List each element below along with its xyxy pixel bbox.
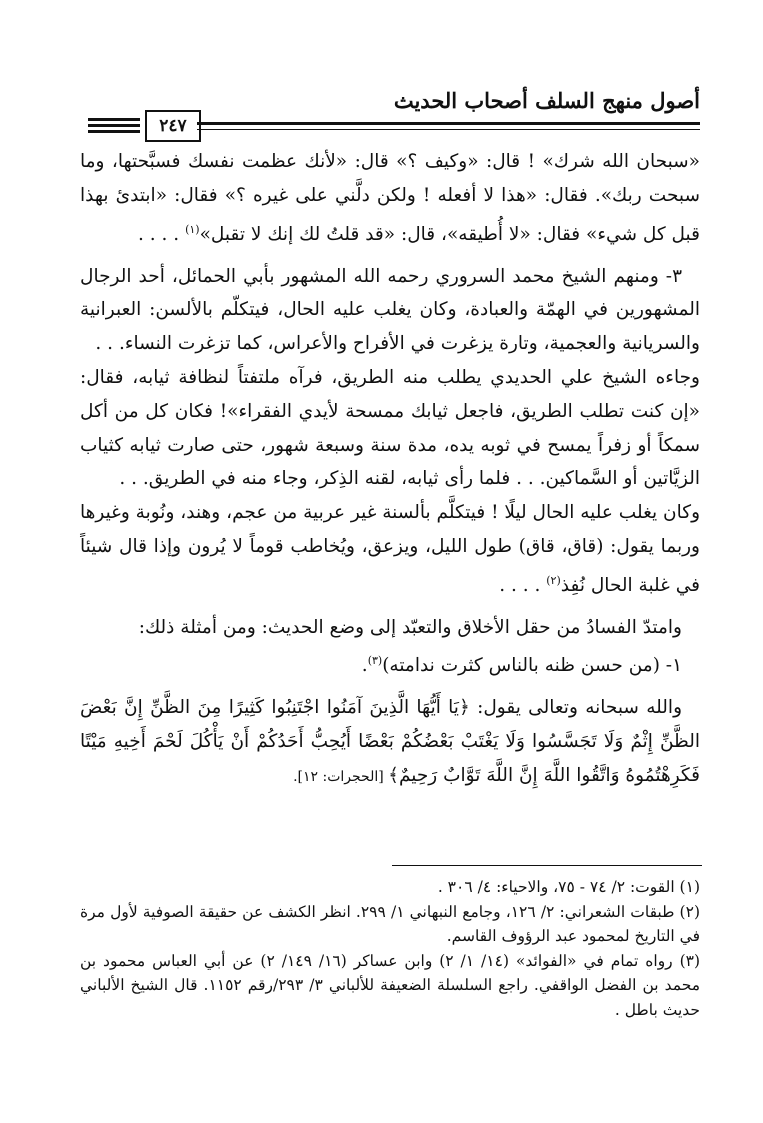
verse-reference: [الحجرات: ١٢]. (293, 769, 389, 786)
main-text (80, 145, 700, 795)
header-rule-right-thick (197, 122, 700, 125)
footnote-ref-2: (٢) (546, 573, 561, 587)
paragraph-2b: وجاءه الشيخ علي الحديدي يطلب منه الطريق، فرآه ملتفتاً لنظافة ثيابه، فقال: «إن كنت تطلب الطريق، فاجعل ثيابك ممسحة لأيدي الفقراء»! فكان كل من أكل سمكاً أو زفراً يمسح في ثوبه يده، مدة سنة وسبعة شهور، حتى صارت ثيابه كثياب الزيَّاتين أو السَّماكين. . . فلما رأى ثيابه، لقنه الذِكر، وجاء منه في الطريق. . . (80, 366, 700, 490)
header-rule-left-3 (88, 130, 140, 133)
page-number-box: ٢٤٧ (145, 110, 201, 142)
paragraph-1: «سبحان الله شرك» ! قال: «وكيف ؟» قال: «لأنك عظمت نفسك فسبَّحتها، وما سبحت ربك». فقال: «هذا لا أفعله ! ولكن دلَّني على غيره ؟» فقال: «ابتدئ بهذا قبل كل شيء» فقال: «لا أُطيقه»، قال: «قد قلتُ لك إنك لا تقبل»$^{(١)}$ . . . . (80, 151, 700, 245)
paragraph-2c: وكان يغلب عليه الحال ليلًا ! فيتكلَّم بألسنة غير عربية من عجم، وهند، ونُوبة وغيرها وربما يقول: (قاق، قاق) طول الليل، ويزعق، ويُخاطب قوماً لا يُرون وإذا قال شيئاً في غلبة الحال نُفِذ$^{(٢)}$ . . . . (80, 502, 700, 596)
footnote-separator (392, 865, 702, 866)
paragraph-4: ١- (من حسن ظنه بالناس كثرت ندامته)$^{(٣)}$. (361, 654, 682, 677)
paragraph-2a: ٣- ومنهم الشيخ محمد السروري رحمه الله المشهور بأبي الحمائل، أحد الرجال المشهورين في الهمّة والعبادة، وكان يغلب عليه الحال، فيتكلّم بالألسن: العبرانية والسريانية والعجمية، وتارة يزغرت في الأفراح والأعراس، كما تزغرت النساء. . . (80, 265, 700, 355)
header-rule-left-2 (88, 124, 140, 127)
paragraph-5: والله سبحانه وتعالى يقول: ﴿يَا أَيُّهَا الَّذِينَ آمَنُوا اجْتَنِبُوا كَثِيرًا مِنَ الظَّنِّ إِنَّ بَعْضَ الظَّنِّ إِثْمٌ وَلَا تَجَسَّسُوا وَلَا يَغْتَبْ بَعْضُكُمْ بَعْضًا أَيُحِبُّ أَحَدُكُمْ أَنْ يَأْكُلَ لَحْمَ أَخِيهِ مَيْتًا فَكَرِهْتُمُوهُ وَاتَّقُوا اللَّهَ إِنَّ اللَّهَ تَوَّابٌ رَحِيمٌ﴾ [الحجرات: ١٢]. (80, 697, 700, 787)
footnote-ref-3: (٣) (367, 654, 383, 668)
header-rule-left-1 (88, 118, 140, 121)
paragraph-3: وامتدّ الفسادُ من حقل الأخلاق والتعبّد إلى وضع الحديث: ومن أمثلة ذلك: (138, 616, 682, 638)
quran-verse: ﴿يَا أَيُّهَا الَّذِينَ آمَنُوا اجْتَنِبُوا كَثِيرًا مِنَ الظَّنِّ إِنَّ بَعْضَ الظَّنِّ إِثْمٌ وَلَا تَجَسَّسُوا وَلَا يَغْتَبْ بَعْضُكُمْ بَعْضًا أَيُحِبُّ أَحَدُكُمْ أَنْ يَأْكُلَ لَحْمَ أَخِيهِ مَيْتًا فَكَرِهْتُمُوهُ وَاتَّقُوا اللَّهَ إِنَّ اللَّهَ تَوَّابٌ رَحِيمٌ﴾ (80, 697, 700, 787)
running-header-title: أصول منهج السلف أصحاب الحديث (393, 88, 700, 113)
header-rule-right-thin (197, 129, 700, 130)
footnote-2: (٢) طبقات الشعراني: ٢/ ١٢٦، وجامع النبهاني ١/ ٢٩٩. انظر الكشف عن حقيقة الصوفية لأول مرة في التاريخ لمحمود عبد الرؤوف القاسم. (80, 902, 700, 945)
footnote-3: (٣) رواه تمام في «الفوائد» (١٤/ ١/ ٢) وابن عساكر (١٦/ ١٤٩/ ٢) عن أبي العباس محمود بن محمد بن الفضل الواقفي. راجع السلسلة الضعيفة للألباني ٣/ ٢٩٣/رقم ١١٥٢. قال الشيخ الألباني حديث باطل . (80, 951, 701, 1019)
footnotes (80, 875, 700, 1022)
footnote-ref-1: (١) (185, 222, 200, 236)
footnote-1: (١) القوت: ٢/ ٧٤ - ٧٥، والاحياء: ٤/ ٣٠٦ . (437, 878, 700, 896)
